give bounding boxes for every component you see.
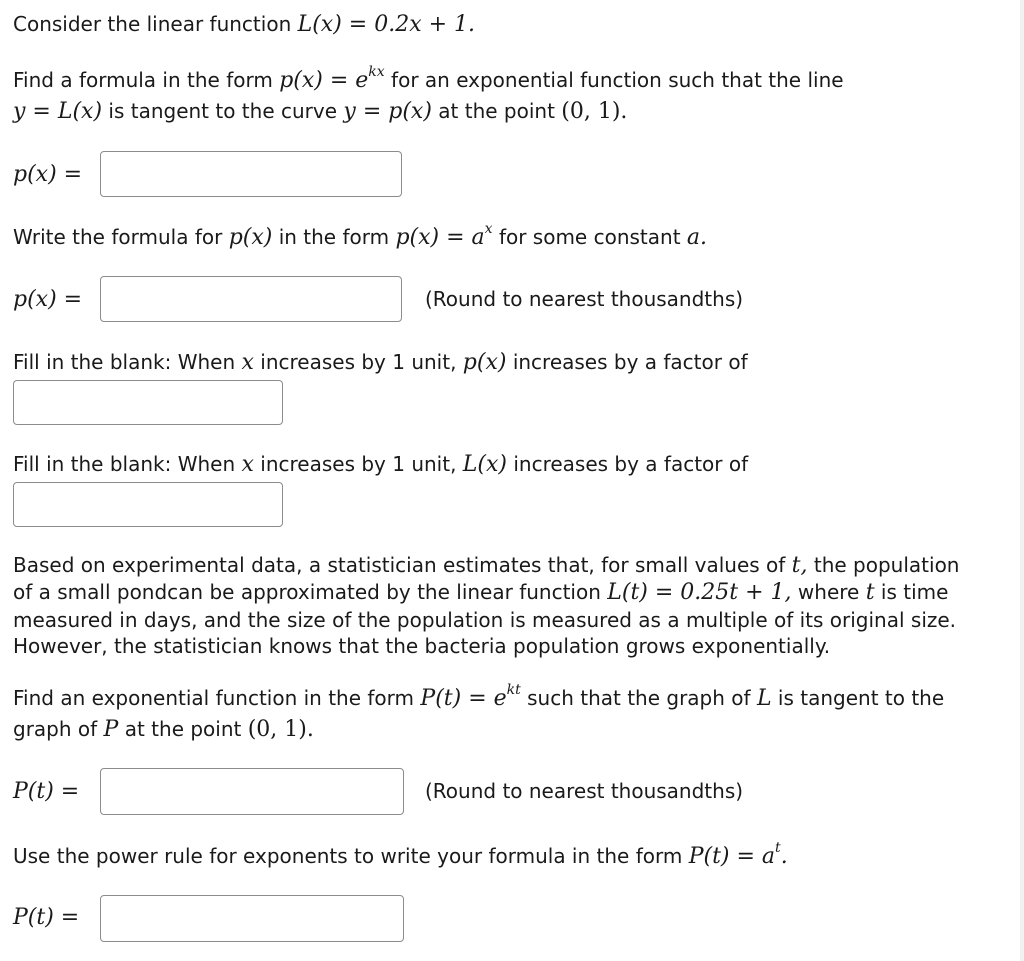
intro-line: [13, 10, 475, 39]
q6-prefix: Use the power rule for exponents to write your formula in the form: [13, 844, 683, 868]
q5-prefix: Find an exponential function in the form: [13, 686, 415, 710]
q1-tangent-text: is tangent to the curve: [108, 99, 338, 123]
q2-form-exponent: x: [484, 220, 493, 237]
q4-suffix: increases by a factor of: [513, 452, 749, 476]
q1-form-exponent: kx: [368, 63, 385, 80]
q6-input-label: P(t) =: [13, 905, 80, 930]
q5-form-base: P(t) = e: [420, 686, 507, 711]
q3-prefix: Fill in the blank: When: [13, 350, 236, 374]
q5-point-text: at the point: [124, 717, 242, 741]
q6-answer-input[interactable]: [100, 895, 404, 942]
q3-line: [13, 348, 748, 377]
story-line-2: [13, 578, 948, 607]
q6-line: [13, 839, 788, 871]
q1-form: [279, 63, 385, 93]
story-text-1a: Based on experimental data, a statistician estimates that, for small values of: [13, 553, 786, 577]
q5-input-label: P(t) =: [13, 779, 80, 804]
q1-form-base: p(x) = e: [279, 68, 369, 93]
q1-curve-eq: y = p(x): [343, 99, 432, 124]
q6-form-exponent: t: [775, 839, 781, 856]
q5-graph-of: graph of: [13, 717, 98, 741]
q5-form: [420, 681, 521, 711]
q2-round-hint: (Round to nearest thousandths): [425, 287, 744, 311]
q1-suffix: for an exponential function such that the line: [391, 68, 844, 92]
q6-form: [688, 839, 788, 869]
story-text-2a: of a small pondcan be approximated by the linear function: [13, 580, 601, 604]
q4-prefix: Fill in the blank: When: [13, 452, 236, 476]
story-linear-function: L(t) = 0.25t + 1,: [607, 580, 792, 605]
q2-form-base: p(x) = a: [395, 225, 485, 250]
q6-period: .: [780, 844, 788, 869]
q5-answer-input[interactable]: [100, 768, 404, 815]
q1-line-eq: y = L(x): [13, 99, 103, 124]
q4-mid: increases by 1 unit,: [260, 452, 457, 476]
story-line-3: [13, 606, 956, 634]
q5-point: (0, 1).: [247, 717, 314, 742]
story-text-2b: where: [797, 580, 860, 604]
q6-form-base: P(t) = a: [688, 844, 776, 869]
page-edge: [1020, 0, 1024, 961]
q1-point: (0, 1).: [561, 99, 628, 124]
q5-form-exponent: kt: [506, 681, 521, 698]
q1-line-1: [13, 63, 844, 95]
q2-line: [13, 220, 708, 252]
q2-suffix: for some constant: [498, 225, 681, 249]
q1-point-text: at the point: [438, 99, 555, 123]
story-var-t: t,: [791, 553, 808, 578]
q4-answer-input[interactable]: [13, 482, 283, 527]
linear-function: L(x) = 0.2x + 1.: [297, 12, 476, 37]
q4-func: L(x): [462, 452, 507, 477]
story-line-1: [13, 551, 959, 580]
q3-func: p(x): [462, 350, 507, 375]
story-var-t-2: t: [865, 580, 875, 605]
q2-func: p(x): [228, 225, 273, 250]
q2-form: [395, 220, 493, 250]
q2-input-label: p(x) =: [13, 287, 83, 312]
intro-text: Consider the linear function: [13, 12, 292, 36]
q5-line-1: [13, 681, 945, 713]
q4-var: x: [241, 452, 254, 477]
story-text-4: However, the statistician knows that the bacteria population grows exponentially.: [13, 634, 831, 658]
story-text-3: measured in days, and the size of the population is measured as a multiple of its original size.: [13, 608, 957, 632]
q3-suffix: increases by a factor of: [512, 350, 748, 374]
q5-P: P: [103, 717, 119, 742]
q2-constant: a.: [686, 225, 708, 250]
q5-round-hint: (Round to nearest thousandths): [425, 779, 744, 803]
q1-answer-input[interactable]: [100, 151, 402, 197]
q5-L: L: [756, 686, 772, 711]
q1-input-label: p(x) =: [13, 162, 83, 187]
story-text-1b: the population: [813, 553, 960, 577]
q1-prefix: Find a formula in the form: [13, 68, 273, 92]
q4-line: [13, 450, 748, 479]
q5-mid: such that the graph of: [527, 686, 751, 710]
q1-line-2: [13, 97, 627, 126]
story-text-2c: is time: [880, 580, 949, 604]
q2-answer-input[interactable]: [100, 276, 402, 322]
q5-line-2: [13, 715, 314, 744]
q2-prefix: Write the formula for: [13, 225, 223, 249]
q3-var: x: [241, 350, 254, 375]
q3-mid: increases by 1 unit,: [260, 350, 457, 374]
q2-mid: in the form: [278, 225, 390, 249]
q3-answer-input[interactable]: [13, 380, 283, 425]
story-line-4: [13, 632, 830, 660]
q5-suffix: is tangent to the: [777, 686, 945, 710]
